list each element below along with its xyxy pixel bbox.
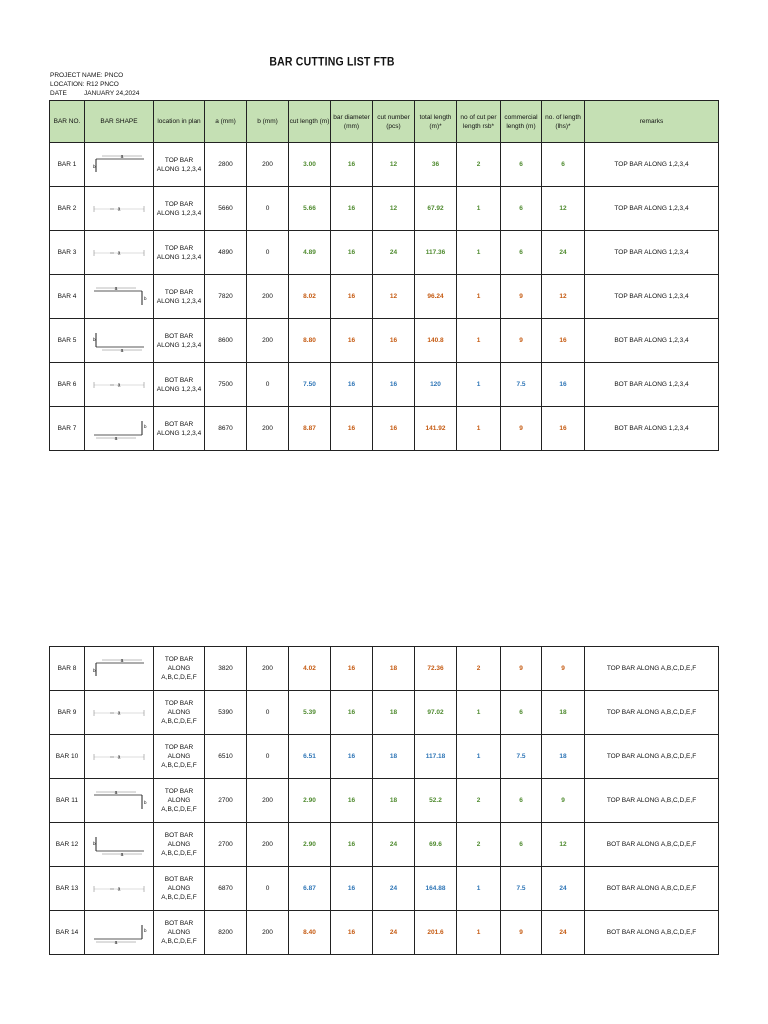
- table-row: [50, 275, 719, 319]
- bar-shape: [85, 735, 154, 779]
- a-mm: 8600: [205, 319, 247, 363]
- table-row: [50, 867, 719, 911]
- location-in-plan: TOP BAR ALONG 1,2,3,4: [154, 231, 205, 275]
- commercial-length: 9: [501, 647, 542, 691]
- total-length: 96.24: [415, 275, 457, 319]
- total-length: 67.92: [415, 187, 457, 231]
- number-of-lengths: 24: [542, 911, 585, 955]
- dimension-a-label: a: [117, 250, 121, 256]
- location-in-plan: TOP BAR ALONG A,B,C,D,E,F: [154, 691, 205, 735]
- table-row: [50, 407, 719, 451]
- dimension-a-label: a: [114, 939, 118, 945]
- column-header: no of cut per length rsb*: [457, 101, 501, 143]
- bar-diameter: 16: [331, 275, 373, 319]
- bar-shape-diagram: [90, 285, 148, 309]
- bar-diameter: 16: [331, 143, 373, 187]
- table-row: [50, 231, 719, 275]
- total-length: 201.6: [415, 911, 457, 955]
- number-of-lengths: 18: [542, 691, 585, 735]
- bar-shape: [85, 275, 154, 319]
- a-mm: 8200: [205, 911, 247, 955]
- cut-number: 12: [373, 275, 415, 319]
- bar-shape: [85, 231, 154, 275]
- a-mm: 7500: [205, 363, 247, 407]
- b-mm: 0: [247, 735, 289, 779]
- bar-number: BAR 4: [50, 275, 85, 319]
- bar-shape: [85, 143, 154, 187]
- cut-number: 12: [373, 187, 415, 231]
- cuts-per-length: 1: [457, 363, 501, 407]
- b-mm: 200: [247, 647, 289, 691]
- cut-length: 7.50: [289, 363, 331, 407]
- bar-diameter: 16: [331, 363, 373, 407]
- bar-shape-diagram: [90, 417, 148, 441]
- cut-length: 8.40: [289, 911, 331, 955]
- total-length: 117.36: [415, 231, 457, 275]
- project-name: PROJECT NAME: PNCO: [50, 72, 124, 79]
- remarks: TOP BAR ALONG 1,2,3,4: [585, 143, 719, 187]
- b-mm: 200: [247, 779, 289, 823]
- bar-cutting-table-2: [49, 646, 719, 955]
- bar-shape-diagram: [90, 701, 148, 725]
- bar-number: BAR 5: [50, 319, 85, 363]
- cuts-per-length: 1: [457, 231, 501, 275]
- remarks: TOP BAR ALONG A,B,C,D,E,F: [585, 647, 719, 691]
- bar-shape-diagram: [90, 657, 148, 681]
- column-header: b (mm): [247, 101, 289, 143]
- dimension-b-label: b: [93, 163, 96, 169]
- dimension-a-label: a: [120, 153, 124, 160]
- dimension-b-label: b: [144, 927, 147, 933]
- date-value: JANUARY 24,2024: [84, 90, 140, 97]
- bar-shape-diagram: [90, 921, 148, 945]
- cut-length: 6.51: [289, 735, 331, 779]
- cuts-per-length: 2: [457, 823, 501, 867]
- dimension-a-label: a: [120, 347, 124, 353]
- cut-number: 18: [373, 647, 415, 691]
- b-mm: 0: [247, 867, 289, 911]
- column-header: cut number (pcs): [373, 101, 415, 143]
- total-length: 117.18: [415, 735, 457, 779]
- dimension-b-label: b: [144, 295, 147, 301]
- total-length: 97.02: [415, 691, 457, 735]
- remarks: BOT BAR ALONG A,B,C,D,E,F: [585, 867, 719, 911]
- dimension-b-label: b: [144, 423, 147, 429]
- bar-shape: [85, 823, 154, 867]
- a-mm: 4890: [205, 231, 247, 275]
- number-of-lengths: 12: [542, 187, 585, 231]
- location-in-plan: TOP BAR ALONG A,B,C,D,E,F: [154, 779, 205, 823]
- cut-length: 8.02: [289, 275, 331, 319]
- table-row: [50, 319, 719, 363]
- bar-shape: [85, 319, 154, 363]
- cut-number: 12: [373, 143, 415, 187]
- cuts-per-length: 2: [457, 647, 501, 691]
- remarks: BOT BAR ALONG A,B,C,D,E,F: [585, 911, 719, 955]
- bar-cutting-table-1: [49, 100, 719, 451]
- bar-shape: [85, 867, 154, 911]
- dimension-b-label: b: [93, 840, 96, 846]
- cut-length: 5.66: [289, 187, 331, 231]
- cut-length: 8.80: [289, 319, 331, 363]
- location-in-plan: BOT BAR ALONG 1,2,3,4: [154, 319, 205, 363]
- b-mm: 0: [247, 691, 289, 735]
- bar-shape: [85, 187, 154, 231]
- cut-length: 2.90: [289, 779, 331, 823]
- bar-number: BAR 7: [50, 407, 85, 451]
- bar-number: BAR 9: [50, 691, 85, 735]
- commercial-length: 6: [501, 779, 542, 823]
- cut-length: 4.89: [289, 231, 331, 275]
- number-of-lengths: 16: [542, 319, 585, 363]
- cuts-per-length: 1: [457, 911, 501, 955]
- cuts-per-length: 1: [457, 691, 501, 735]
- table-row: [50, 779, 719, 823]
- table-header-row: [50, 101, 719, 143]
- bar-shape-diagram: [90, 197, 148, 221]
- table-row: [50, 143, 719, 187]
- dimension-a-label: a: [114, 435, 118, 441]
- b-mm: 0: [247, 187, 289, 231]
- dimension-b-label: b: [93, 667, 96, 673]
- cut-number: 16: [373, 363, 415, 407]
- bar-number: BAR 3: [50, 231, 85, 275]
- cuts-per-length: 1: [457, 407, 501, 451]
- commercial-length: 6: [501, 823, 542, 867]
- a-mm: 2800: [205, 143, 247, 187]
- dimension-a-label: a: [117, 754, 121, 760]
- cut-number: 24: [373, 823, 415, 867]
- remarks: BOT BAR ALONG A,B,C,D,E,F: [585, 823, 719, 867]
- b-mm: 0: [247, 231, 289, 275]
- bar-shape: [85, 363, 154, 407]
- location-in-plan: TOP BAR ALONG A,B,C,D,E,F: [154, 735, 205, 779]
- commercial-length: 9: [501, 319, 542, 363]
- bar-shape-diagram: [90, 789, 148, 813]
- total-length: 164.88: [415, 867, 457, 911]
- dimension-a-label: a: [117, 886, 121, 892]
- bar-diameter: 16: [331, 231, 373, 275]
- a-mm: 2700: [205, 779, 247, 823]
- a-mm: 5660: [205, 187, 247, 231]
- column-header: commercial length (m): [501, 101, 542, 143]
- total-length: 36: [415, 143, 457, 187]
- number-of-lengths: 12: [542, 823, 585, 867]
- cut-length: 6.87: [289, 867, 331, 911]
- bar-number: BAR 2: [50, 187, 85, 231]
- commercial-length: 9: [501, 275, 542, 319]
- bar-shape: [85, 779, 154, 823]
- page-title: BAR CUTTING LIST FTB: [269, 55, 395, 69]
- cut-number: 18: [373, 691, 415, 735]
- table-row: [50, 363, 719, 407]
- cuts-per-length: 2: [457, 779, 501, 823]
- dimension-a-label: a: [117, 382, 121, 388]
- bar-number: BAR 13: [50, 867, 85, 911]
- total-length: 52.2: [415, 779, 457, 823]
- cuts-per-length: 1: [457, 275, 501, 319]
- total-length: 72.36: [415, 647, 457, 691]
- column-header: BAR SHAPE: [85, 101, 154, 143]
- table-row: [50, 647, 719, 691]
- dimension-b-label: b: [144, 799, 147, 805]
- bar-diameter: 16: [331, 867, 373, 911]
- dimension-b-label: b: [93, 336, 96, 342]
- project-location: LOCATION: R12 PNCO: [50, 81, 119, 88]
- location-in-plan: BOT BAR ALONG A,B,C,D,E,F: [154, 911, 205, 955]
- date-label: DATE: [50, 90, 67, 97]
- a-mm: 6510: [205, 735, 247, 779]
- bar-shape: [85, 407, 154, 451]
- bar-shape: [85, 647, 154, 691]
- b-mm: 200: [247, 319, 289, 363]
- remarks: TOP BAR ALONG A,B,C,D,E,F: [585, 779, 719, 823]
- cut-number: 18: [373, 779, 415, 823]
- remarks: BOT BAR ALONG 1,2,3,4: [585, 319, 719, 363]
- column-header: no. of length (lhs)*: [542, 101, 585, 143]
- number-of-lengths: 9: [542, 647, 585, 691]
- number-of-lengths: 24: [542, 231, 585, 275]
- a-mm: 3820: [205, 647, 247, 691]
- cuts-per-length: 1: [457, 319, 501, 363]
- bar-diameter: 16: [331, 691, 373, 735]
- location-in-plan: BOT BAR ALONG 1,2,3,4: [154, 407, 205, 451]
- bar-shape-diagram: [90, 329, 148, 353]
- remarks: BOT BAR ALONG 1,2,3,4: [585, 407, 719, 451]
- remarks: TOP BAR ALONG A,B,C,D,E,F: [585, 735, 719, 779]
- dimension-a-label: a: [114, 789, 118, 796]
- commercial-length: 6: [501, 187, 542, 231]
- location-in-plan: TOP BAR ALONG A,B,C,D,E,F: [154, 647, 205, 691]
- commercial-length: 7.5: [501, 867, 542, 911]
- bar-number: BAR 12: [50, 823, 85, 867]
- location-in-plan: BOT BAR ALONG A,B,C,D,E,F: [154, 867, 205, 911]
- bar-shape-diagram: [90, 153, 148, 177]
- bar-diameter: 16: [331, 735, 373, 779]
- a-mm: 5390: [205, 691, 247, 735]
- location-in-plan: TOP BAR ALONG 1,2,3,4: [154, 187, 205, 231]
- b-mm: 200: [247, 407, 289, 451]
- cuts-per-length: 2: [457, 143, 501, 187]
- a-mm: 6870: [205, 867, 247, 911]
- cut-length: 5.39: [289, 691, 331, 735]
- cuts-per-length: 1: [457, 187, 501, 231]
- bar-diameter: 16: [331, 319, 373, 363]
- remarks: TOP BAR ALONG 1,2,3,4: [585, 275, 719, 319]
- remarks: TOP BAR ALONG A,B,C,D,E,F: [585, 691, 719, 735]
- bar-shape-diagram: [90, 241, 148, 265]
- bar-number: BAR 11: [50, 779, 85, 823]
- column-header: total length (m)*: [415, 101, 457, 143]
- number-of-lengths: 18: [542, 735, 585, 779]
- a-mm: 7820: [205, 275, 247, 319]
- table-row: [50, 823, 719, 867]
- bar-number: BAR 1: [50, 143, 85, 187]
- project-meta: [50, 71, 139, 98]
- bar-number: BAR 6: [50, 363, 85, 407]
- number-of-lengths: 9: [542, 779, 585, 823]
- location-in-plan: BOT BAR ALONG 1,2,3,4: [154, 363, 205, 407]
- total-length: 120: [415, 363, 457, 407]
- commercial-length: 9: [501, 911, 542, 955]
- column-header: cut length (m): [289, 101, 331, 143]
- bar-shape-diagram: [90, 745, 148, 769]
- cut-number: 16: [373, 407, 415, 451]
- cuts-per-length: 1: [457, 735, 501, 779]
- bar-shape-diagram: [90, 877, 148, 901]
- bar-diameter: 16: [331, 823, 373, 867]
- dimension-a-label: a: [117, 206, 121, 212]
- commercial-length: 7.5: [501, 363, 542, 407]
- cuts-per-length: 1: [457, 867, 501, 911]
- bar-diameter: 16: [331, 911, 373, 955]
- number-of-lengths: 16: [542, 407, 585, 451]
- cut-length: 3.00: [289, 143, 331, 187]
- remarks: TOP BAR ALONG 1,2,3,4: [585, 187, 719, 231]
- table-row: [50, 691, 719, 735]
- bar-number: BAR 10: [50, 735, 85, 779]
- bar-shape: [85, 691, 154, 735]
- commercial-length: 6: [501, 691, 542, 735]
- bar-shape: [85, 911, 154, 955]
- remarks: BOT BAR ALONG 1,2,3,4: [585, 363, 719, 407]
- a-mm: 2700: [205, 823, 247, 867]
- cut-number: 24: [373, 911, 415, 955]
- column-header: remarks: [585, 101, 719, 143]
- table-row: [50, 735, 719, 779]
- number-of-lengths: 12: [542, 275, 585, 319]
- b-mm: 200: [247, 911, 289, 955]
- total-length: 140.8: [415, 319, 457, 363]
- table-row: [50, 911, 719, 955]
- location-in-plan: TOP BAR ALONG 1,2,3,4: [154, 143, 205, 187]
- column-header: a (mm): [205, 101, 247, 143]
- bar-number: BAR 14: [50, 911, 85, 955]
- column-header: BAR NO.: [50, 101, 85, 143]
- cut-number: 16: [373, 319, 415, 363]
- dimension-a-label: a: [120, 657, 124, 664]
- cut-length: 2.90: [289, 823, 331, 867]
- bar-diameter: 16: [331, 407, 373, 451]
- remarks: TOP BAR ALONG 1,2,3,4: [585, 231, 719, 275]
- cut-number: 18: [373, 735, 415, 779]
- commercial-length: 9: [501, 407, 542, 451]
- cut-length: 8.87: [289, 407, 331, 451]
- bar-number: BAR 8: [50, 647, 85, 691]
- b-mm: 200: [247, 143, 289, 187]
- b-mm: 200: [247, 275, 289, 319]
- number-of-lengths: 6: [542, 143, 585, 187]
- number-of-lengths: 24: [542, 867, 585, 911]
- number-of-lengths: 16: [542, 363, 585, 407]
- cut-number: 24: [373, 867, 415, 911]
- commercial-length: 6: [501, 231, 542, 275]
- commercial-length: 6: [501, 143, 542, 187]
- bar-diameter: 16: [331, 187, 373, 231]
- a-mm: 8670: [205, 407, 247, 451]
- bar-diameter: 16: [331, 779, 373, 823]
- cut-length: 4.02: [289, 647, 331, 691]
- cut-number: 24: [373, 231, 415, 275]
- dimension-a-label: a: [114, 285, 118, 292]
- column-header: bar diameter (mm): [331, 101, 373, 143]
- commercial-length: 7.5: [501, 735, 542, 779]
- bar-diameter: 16: [331, 647, 373, 691]
- location-in-plan: TOP BAR ALONG 1,2,3,4: [154, 275, 205, 319]
- bar-shape-diagram: [90, 833, 148, 857]
- column-header: location in plan: [154, 101, 205, 143]
- table-row: [50, 187, 719, 231]
- b-mm: 0: [247, 363, 289, 407]
- dimension-a-label: a: [117, 710, 121, 716]
- location-in-plan: BOT BAR ALONG A,B,C,D,E,F: [154, 823, 205, 867]
- total-length: 69.6: [415, 823, 457, 867]
- bar-shape-diagram: [90, 373, 148, 397]
- total-length: 141.92: [415, 407, 457, 451]
- dimension-a-label: a: [120, 851, 124, 857]
- b-mm: 200: [247, 823, 289, 867]
